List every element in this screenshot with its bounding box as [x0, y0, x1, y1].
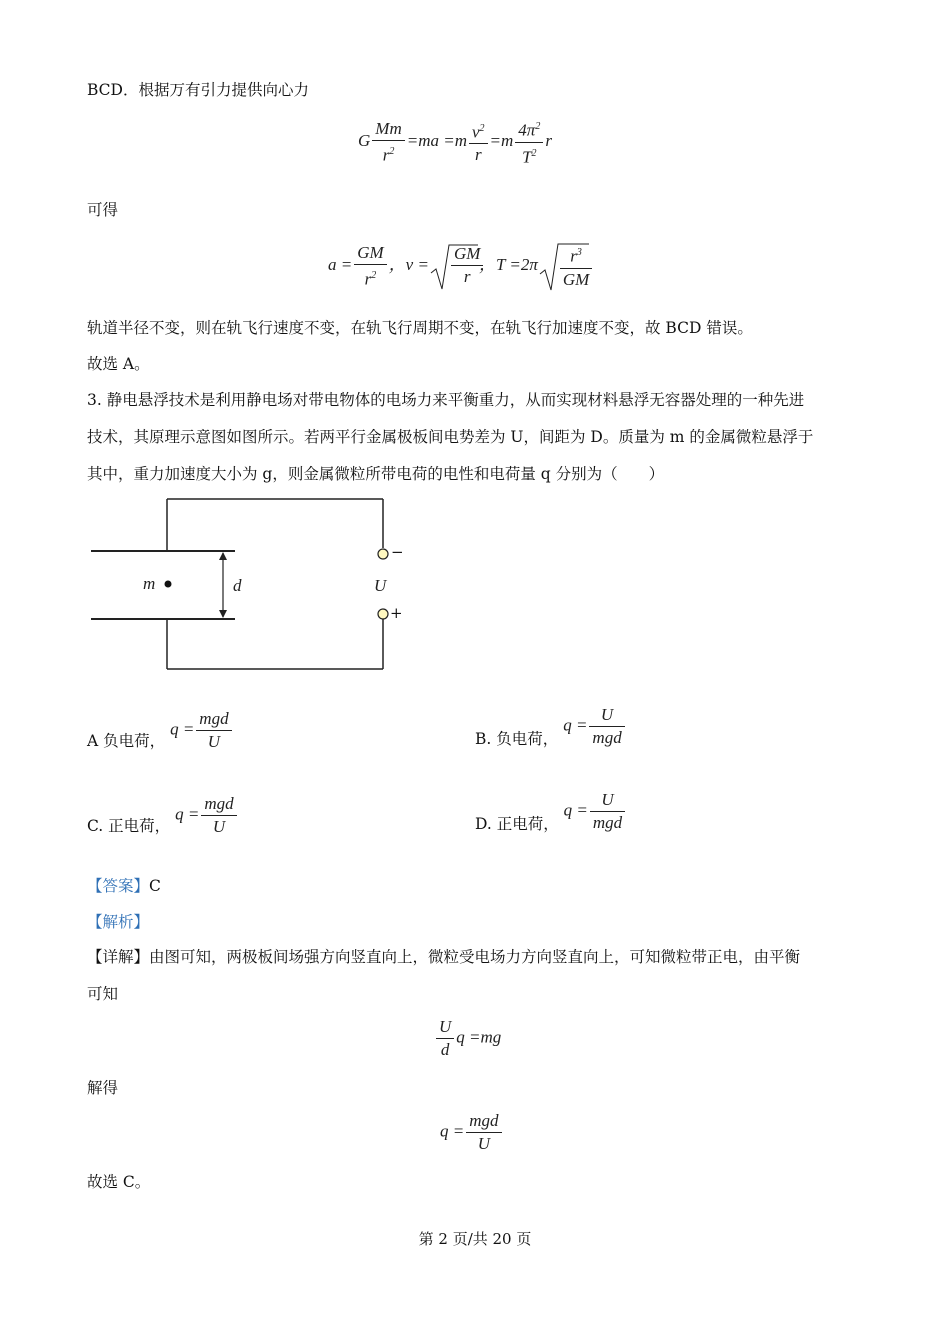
option-c[interactable]: [87, 793, 239, 838]
gap-label: d: [233, 576, 242, 595]
page-footer: 第 2 页/共 20 页: [418, 1230, 532, 1248]
solution-equation: q = $\frac{\text{mgd}}{U}$: [440, 1110, 504, 1155]
balance-equation: $\frac{U}{d}$ q =mg: [434, 1016, 501, 1061]
option-a[interactable]: [87, 708, 234, 753]
option-b-formula: q = $\frac{U}{\text{mgd}}$: [563, 704, 627, 749]
mass-label: m: [143, 574, 156, 593]
solve-text: 解得: [87, 1079, 119, 1097]
question-line-1: 3. 静电悬浮技术是利用静电场对带电物体的电场力来平衡重力，从而实现材料悬浮无容器处理的一种先进: [87, 391, 805, 409]
result-equations: a = $\frac{GM}{r^2}$ ，v = $\frac{GM}{r}$ ，T =2π $\frac{r^3}{GM}$: [328, 240, 590, 292]
detail-line-1: 【详解】由图可知，两极板间场强方向竖直向上，微粒受电场力方向竖直向上，可知微粒带正电，由平衡: [87, 948, 801, 966]
option-d-formula: q = $\frac{U}{\text{mgd}}$: [564, 789, 628, 834]
choose-a-text: 故选 A。: [87, 355, 150, 373]
answer-tag: 【答案】: [87, 877, 150, 895]
question-line-2: 技术，其原理示意图如图所示。若两平行金属极板间电势差为 U，间距为 D。质量为 m 的金属微粒悬浮于: [87, 428, 814, 446]
voltage-label: U: [374, 576, 387, 595]
plus-sign: +: [390, 604, 403, 622]
ke-de-text: 可得: [87, 201, 119, 219]
detail-line-2: 可知: [87, 985, 119, 1003]
option-c-formula: q = $\frac{\text{mgd}}{U}$: [175, 793, 239, 838]
circuit-diagram: [85, 495, 415, 675]
option-a-label: A 负电荷，: [87, 731, 166, 750]
option-a-formula: q = $\frac{\text{mgd}}{U}$: [170, 708, 234, 753]
option-d-label: D. 正电荷，: [475, 814, 559, 833]
gravitation-equation: G $\frac{Mm}{r^2}$ =ma =m $\frac{v^2}{r}$ =m $\frac{4\pi^2}{T^2}$ r: [358, 116, 552, 168]
choose-c-text: 故选 C。: [87, 1173, 151, 1191]
option-d[interactable]: [475, 789, 627, 834]
option-b-label: B. 负电荷，: [475, 729, 559, 748]
particle-dot: [165, 581, 172, 588]
answer-line: [87, 876, 161, 896]
positive-terminal: [378, 609, 388, 619]
minus-sign: −: [391, 543, 404, 561]
bcd-line: BCD．根据万有引力提供向心力: [87, 81, 309, 99]
negative-terminal: [378, 549, 388, 559]
answer-value: C: [149, 877, 161, 895]
option-c-label: C. 正电荷，: [87, 816, 171, 835]
option-b[interactable]: [475, 704, 627, 749]
question-line-3: 其中，重力加速度大小为 g，则金属微粒所带电荷的电性和电荷量 q 分别为（ ）: [87, 465, 665, 483]
conclusion-text: 轨道半径不变，则在轨飞行速度不变，在轨飞行周期不变，在轨飞行加速度不变，故 BCD 错误。: [87, 319, 753, 337]
analysis-tag: 【解析】: [87, 913, 150, 931]
detail-tag: 【详解】: [87, 948, 150, 966]
